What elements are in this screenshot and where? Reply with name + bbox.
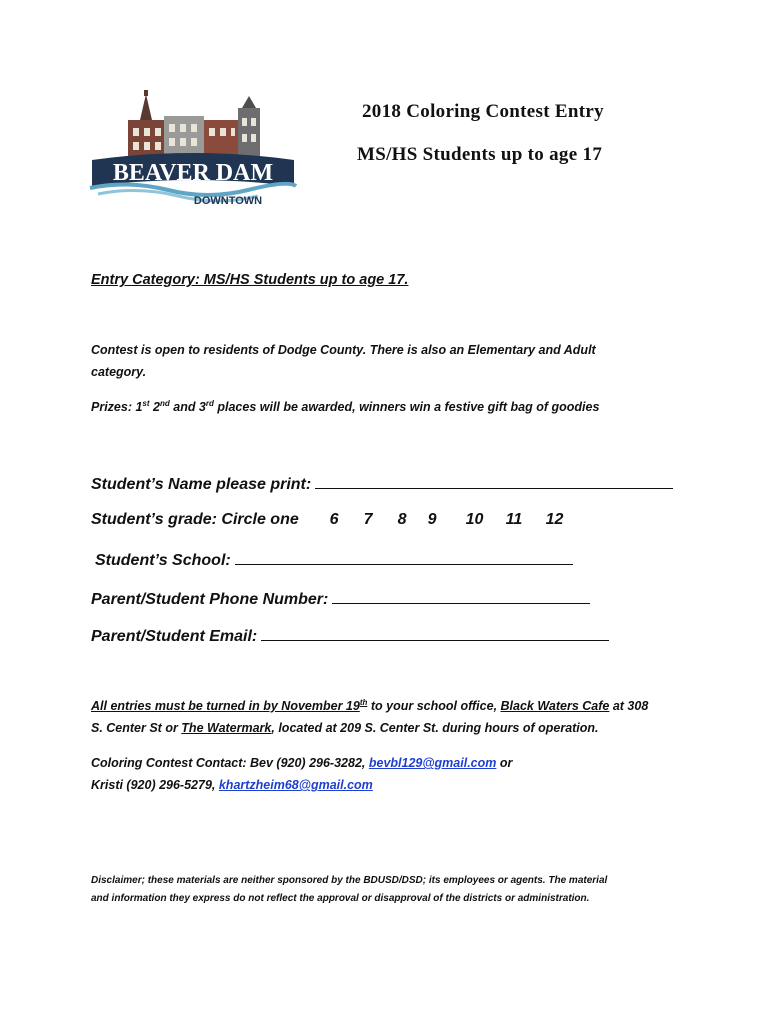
logo-text-main: BEAVER DAM [112,160,274,186]
beaver-dam-logo [88,90,298,208]
contact-line-2: Kristi (920) 296-5279, khartzheim68@gmail.com [91,778,373,792]
grade-option-7[interactable]: 7 [363,511,373,528]
submission-line-2: S. Center St or The Watermark, located at 209 S. Center St. during hours of operation. [91,721,599,735]
page-title: 2018 Coloring Contest Entry [362,101,604,122]
email-link-bev[interactable]: bevbl129@gmail.com [368,756,497,770]
the-watermark: The Watermark [181,721,272,735]
page-subtitle: MS/HS Students up to age 17 [357,144,603,165]
email-field[interactable] [261,626,609,641]
grade-option-8[interactable]: 8 [397,511,407,528]
prizes-text: Prizes: 1st 2nd and 3rd places will be awarded, winners win a festive gift bag of goodies [91,398,600,414]
student-name-field[interactable] [315,474,673,489]
phone-field[interactable] [332,589,590,604]
student-grade-row [91,511,580,529]
student-school-label: Student’s School: [95,552,231,569]
submission-line-1: All entries must be turned in by November 19th to your school office, Black Waters Cafe at 308 [91,697,649,713]
logo-graphic [88,90,298,208]
email-label: Parent/Student Email: [91,628,258,645]
email-row [91,626,609,646]
student-grade-label: Student’s grade: Circle one [91,511,299,528]
black-waters-cafe: Black Waters Cafe [500,699,610,713]
disclaimer-line-2: and information they express do not reflect the approval or disapproval of the districts or administration. [91,893,590,904]
disclaimer-line-1: Disclaimer; these materials are neither sponsored by the BDUSD/DSD; its employees or agents. The material [91,875,608,886]
grade-option-12[interactable]: 12 [545,511,564,528]
logo-text-sub: DOWNTOWN [193,195,263,207]
student-school-row [95,550,573,570]
email-link-kristi[interactable]: khartzheim68@gmail.com [218,778,373,792]
contact-line-1: Coloring Contest Contact: Bev (920) 296-3282, bevbl129@gmail.com or [91,756,513,770]
entry-category: Entry Category: MS/HS Students up to age 17. [91,272,409,288]
grade-option-9[interactable]: 9 [427,511,437,528]
grade-option-10[interactable]: 10 [465,511,484,528]
eligibility-line-1: Contest is open to residents of Dodge County. There is also an Elementary and Adult [91,343,596,357]
grade-option-6[interactable]: 6 [329,511,339,528]
grade-option-11[interactable]: 11 [505,511,523,528]
phone-row [91,589,590,609]
student-school-field[interactable] [235,550,573,565]
eligibility-line-2: category. [91,365,147,379]
student-name-row [91,474,673,494]
student-name-label: Student’s Name please print: [91,476,312,493]
phone-label: Parent/Student Phone Number: [91,591,329,608]
